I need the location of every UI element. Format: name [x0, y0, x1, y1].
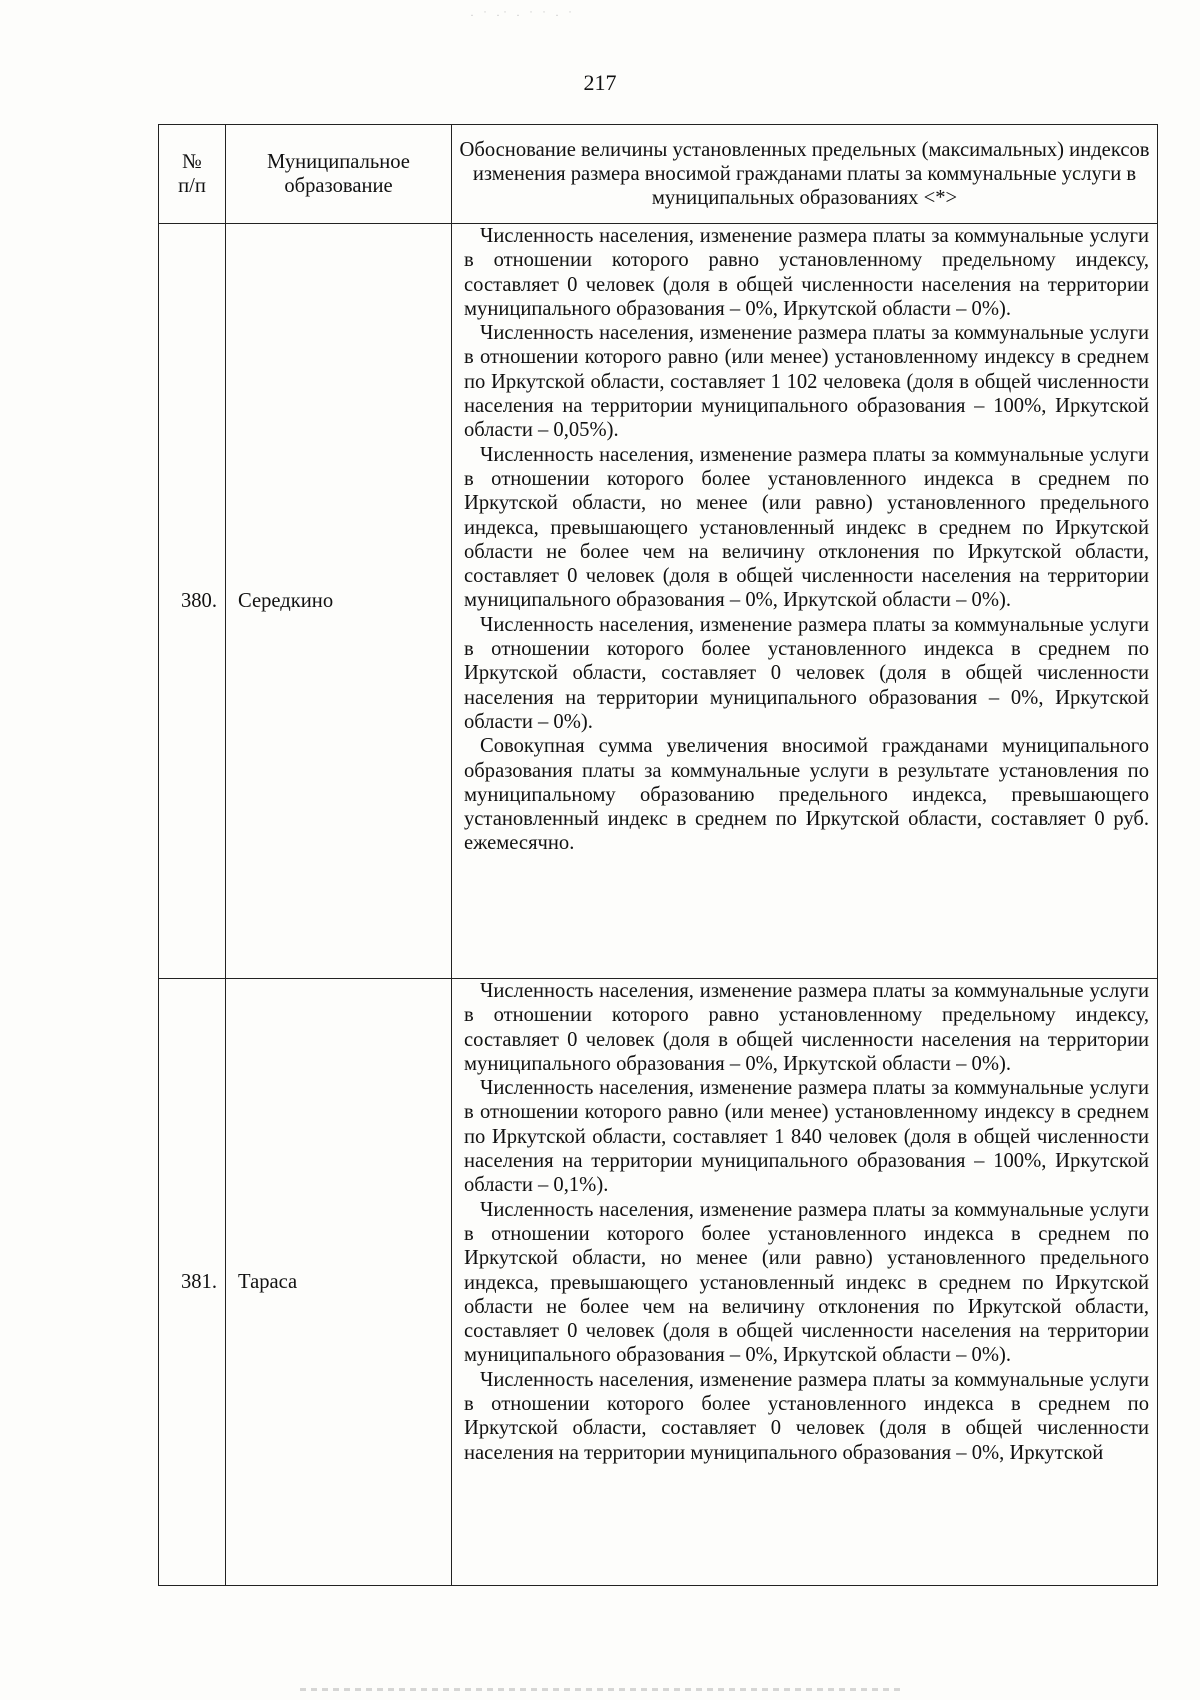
- justification-paragraph: Численность населения, изменение размера платы за коммунальные услуги в отношении которого равно установленному предельному индексу, составляет 0 человек (доля в общей численности населения на территории муниципального образования – 0%, Иркутской области – 0%).: [464, 225, 1149, 320]
- table-row: [159, 979, 1158, 1586]
- scan-smudge: · ˙ ·˙ · ˙ ˙ · ˙: [470, 8, 575, 22]
- justification-paragraph: Совокупная сумма увеличения вносимой гражданами муниципального образования платы за коммунальные услуги в результате установления по муниципальному образованию предельного индекса, превышающего установленный индекс в среднем по Иркутской области, составляет 0 руб. ежемесячно.: [464, 735, 1149, 855]
- justification-text-clip: [464, 979, 1149, 1585]
- header-number-label: № п/п: [178, 150, 206, 197]
- justification-table: [158, 124, 1158, 1586]
- row-number: 380.: [159, 224, 226, 979]
- page-number: 217: [583, 70, 617, 95]
- header-municipality-label: Муниципальное образование: [267, 150, 410, 197]
- row-municipality: Середкино: [226, 224, 452, 979]
- header-justification: [452, 125, 1158, 224]
- table-header-row: [159, 125, 1158, 224]
- row-number: 381.: [159, 979, 226, 1586]
- scan-bottom-smudge: [300, 1688, 900, 1691]
- table-row: [159, 224, 1158, 979]
- header-justification-label: Обоснование величины установленных предельных (максимальных) индексов изменения размера вносимой гражданами платы за коммунальные услуги в муниципальных образованиях <*>: [459, 139, 1150, 209]
- justification-paragraph: Численность населения, изменение размера платы за коммунальные услуги в отношении которого более установленного индекса в среднем по Иркутской области, но менее (или равно) установленного предельного индекса, превышающего установленный индекс в среднем по Иркутской области не более чем на величину отклонения по Иркутской области, составляет 0 человек (доля в общей численности населения на территории муниципального образования – 0%, Иркутской области – 0%).: [464, 1198, 1149, 1367]
- row-municipality: Тараса: [226, 979, 452, 1586]
- header-number: [159, 125, 226, 224]
- justification-paragraph: Численность населения, изменение размера платы за коммунальные услуги в отношении которого более установленного индекса в среднем по Иркутской области, составляет 0 человек (доля в общей численности населения на территории муниципального образования – 0%, Иркутской: [464, 1368, 1149, 1464]
- justification-paragraph: Численность населения, изменение размера платы за коммунальные услуги в отношении которого более установленного индекса в среднем по Иркутской области, но менее (или равно) установленного предельного индекса, превышающего установленный индекс в среднем по Иркутской области не более чем на величину отклонения по Иркутской области, составляет 0 человек (доля в общей численности населения на территории муниципального образования – 0%, Иркутской области – 0%).: [464, 443, 1149, 612]
- row-justification: [452, 979, 1158, 1586]
- header-municipality: [226, 125, 452, 224]
- row-justification: [452, 224, 1158, 979]
- justification-paragraph: Численность населения, изменение размера платы за коммунальные услуги в отношении которого равно установленному предельному индексу, составляет 0 человек (доля в общей численности населения на территории муниципального образования – 0%, Иркутской области – 0%).: [464, 980, 1149, 1075]
- justification-paragraph: Численность населения, изменение размера платы за коммунальные услуги в отношении которого более установленного индекса в среднем по Иркутской области, составляет 0 человек (доля в общей численности населения на территории муниципального образования – 0%, Иркутской области – 0%).: [464, 613, 1149, 733]
- justification-paragraph: Численность населения, изменение размера платы за коммунальные услуги в отношении которого равно (или менее) установленному индексу в среднем по Иркутской области, составляет 1 840 человек (доля в общей численности населения на территории муниципального образования – 100%, Иркутской области – 0,1%).: [464, 1077, 1149, 1197]
- justification-paragraph: Численность населения, изменение размера платы за коммунальные услуги в отношении которого равно (или менее) установленному индексу в среднем по Иркутской области, составляет 1 102 человека (доля в общей численности населения на территории муниципального образования – 100%, Иркутской области – 0,05%).: [464, 322, 1149, 442]
